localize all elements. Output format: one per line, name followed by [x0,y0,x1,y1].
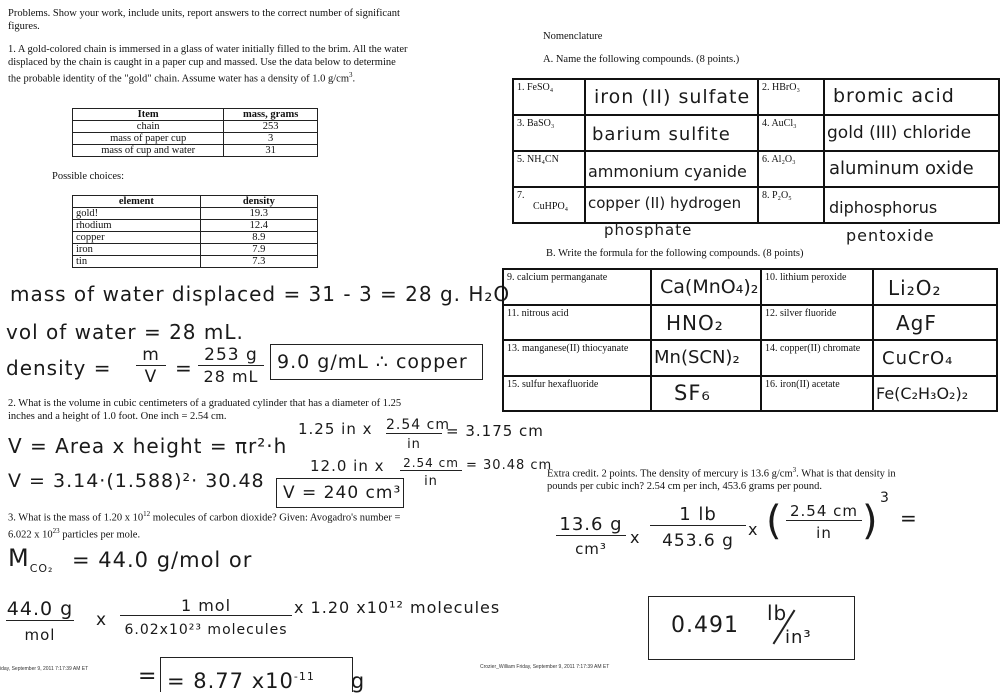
compound-label: 8. P₂O₅ [758,187,824,223]
handwritten-formula: SF₆ [674,381,711,405]
handwritten-fraction-denominator: in [407,437,421,452]
handwritten-unit-denominator: in³ [785,627,812,648]
density-table [72,195,318,268]
compound-name: 10. lithium peroxide [761,269,873,305]
table-cell: rhodium [73,220,201,232]
handwritten-molar-mass: = 44.0 g/mol or [72,548,253,572]
possible-choices-label: Possible choices: [52,171,125,182]
answer-box-q1: 9.0 g/mL ∴ copper [270,344,483,380]
handwritten-answer: copper (II) hydrogen [588,194,742,212]
answer-cell [873,376,997,411]
handwritten-height-conversion: 12.0 in x [310,457,385,475]
handwritten-formula: Ca(MnO₄)₂ [660,276,759,298]
table-cell: iron [73,244,201,256]
compound-label: 2. HBrO₃ [758,79,824,115]
handwritten-answer-continued: phosphate [604,221,693,239]
handwritten-answer-value: 0.491 [671,613,739,638]
handwritten-paren-close: ) [862,498,879,544]
compound-label: 3. BaSO₃ [513,115,585,151]
question-3-text: 3. What is the mass of 1.20 x $10^{12}$ molecules of carbon dioxide? Given: Avogadro's number = 6.022 x $10^{23}$ particles per mole. [8,510,401,541]
handwritten-fraction-numerator: 44.0 g [6,598,74,620]
footer-left: iday, September 9, 2011 7:17:39 AM ET [0,666,89,672]
handwritten-multiply: x [630,528,641,547]
handwritten-answer: aluminum oxide [829,158,974,179]
handwritten-fraction-denominator: mol [24,626,56,644]
compound-name: 15. sulfur hexafluoride [503,376,651,411]
handwritten-fraction-denominator: in [424,474,438,489]
table-cell: 19.3 [200,208,317,220]
section-a-title: A. Name the following compounds. (8 points.) [543,54,740,65]
handwritten-answer-continued: pentoxide [846,226,935,245]
handwritten-equals: = [138,664,158,689]
handwritten-diameter-conversion: 1.25 in x [298,420,373,438]
answer-cell [824,151,999,187]
table-cell: tin [73,256,201,268]
compound-name: 11. nitrous acid [503,305,651,340]
handwritten-answer: gold (III) chloride [827,123,972,143]
table-cell: 3 [224,133,318,145]
compound-name: 13. manganese(II) thiocyanate [503,340,651,376]
answer-box-q2: V = 240 cm³ [276,478,404,508]
table-cell: copper [73,232,201,244]
handwritten-equals: = [175,356,193,380]
density-table-header: element [73,196,201,208]
handwritten-fraction-numerator: 2.54 cm [386,417,450,433]
compound-name: 12. silver fluoride [761,305,873,340]
handwritten-volume-of-water: vol of water = 28 mL. [6,320,244,344]
handwritten-molar-mass-symbol: $M_{CO_2}$ [8,544,54,575]
intro-text: Problems. Show your work, include units, report answers to the correct number of significant figures. [8,8,400,32]
answer-cell [824,79,999,115]
compound-label: 1. FeSO₄ [513,79,585,115]
table-cell: 31 [224,145,318,157]
nomenclature-heading: Nomenclature [543,31,603,42]
handwritten-paren-open: ( [766,498,783,544]
handwritten-exponent: 3 [880,490,890,506]
answer-box-extra-credit [648,596,855,660]
table-cell: mass of cup and water [73,145,224,157]
handwritten-fraction-denominator: V [144,367,158,387]
handwritten-formula: Mn(SCN)₂ [654,347,740,368]
table-cell: 12.4 [200,220,317,232]
handwritten-fraction-numerator: 2.54 cm [400,456,462,471]
handwritten-fraction-denominator: in [816,524,832,542]
table-cell: 253 [224,121,318,133]
handwritten-fraction-numerator: m [136,345,166,366]
handwritten-fraction-denominator: 6.02x10²³ molecules [124,622,288,638]
handwritten-equals: = [900,506,918,530]
table-cell: gold! [73,208,201,220]
table-cell: 8.9 [200,232,317,244]
answer-cell [585,115,758,151]
handwritten-formula: HNO₂ [666,311,724,335]
handwritten-density-label: density = [6,356,112,380]
compound-label: 4. AuCl₃ [758,115,824,151]
handwritten-unit-numerator: lb [767,601,788,625]
answer-cell [651,340,761,376]
handwritten-fraction-numerator: 1 lb [650,504,746,526]
handwritten-fraction-denominator: cm³ [575,540,607,558]
compound-label: 5. NH₄CN [513,151,585,187]
mass-table-header: Item [73,109,224,121]
answer-cell [873,269,997,305]
extra-credit-text: Extra credit. 2 points. The density of mercury is 13.6 $g/cm^3$. What is that density in pounds per cubic inch? 2.54 cm per inch, 453.6 grams per pound. [547,466,896,492]
table-cell: mass of paper cup [73,133,224,145]
handwritten-volume-calc: V = 3.14·(1.588)²· 30.48 [8,470,265,492]
density-table-header: density [200,196,317,208]
compound-label: 6. Al₂O₃ [758,151,824,187]
answer-cell [651,269,761,305]
handwritten-answer: iron (II) sulfate [594,86,751,108]
mass-table [72,108,318,157]
mass-table-header: mass, grams [224,109,318,121]
handwritten-formula: CuCrO₄ [882,348,954,369]
handwritten-answer: diphosphorus [829,198,938,217]
handwritten-formula: AgF [896,311,937,335]
answer-cell [873,305,997,340]
table-cell: 7.3 [200,256,317,268]
handwritten-molecule-count: x 1.20 x10¹² molecules [294,598,501,617]
handwritten-mass-of-water: mass of water displaced = 31 - 3 = 28 g. H₂O [10,282,511,306]
handwritten-multiply: x [96,610,108,630]
handwritten-volume-formula: V = Area x height = πr²·h [8,434,288,458]
handwritten-radius-result: = 3.175 cm [446,422,544,440]
handwritten-fraction-numerator: 2.54 cm [786,502,862,521]
footer-right: Crozier_William Friday, September 9, 2011 7:17:39 AM ET [480,664,610,670]
answer-cell [873,340,997,376]
table-cell: 7.9 [200,244,317,256]
answer-cell [651,305,761,340]
handwritten-fraction-numerator: 13.6 g [556,514,626,536]
formula-grid [502,268,998,412]
handwritten-answer: ammonium cyanide [588,162,747,181]
answer-cell [585,79,758,115]
question-1-text: 1. A gold-colored chain is immersed in a glass of water initially filled to the brim. All the water displaced by the chain is caught in a paper cup and massed. Use the data below to determine the probable identity of the "gold" chain. Assume water has a density of 1.0 $g/cm^3$. [8,44,408,85]
section-b-title: B. Write the formula for the following compounds. (8 points) [546,248,804,259]
compound-name: 9. calcium permanganate [503,269,651,305]
handwritten-formula: Li₂O₂ [888,276,942,300]
answer-cell [651,376,761,411]
handwritten-fraction-numerator: 1 mol [120,596,292,616]
handwritten-answer: bromic acid [833,85,955,107]
handwritten-fraction-denominator: 453.6 g [662,531,734,551]
compound-label: 7. CuHPO₄ [513,187,585,223]
answer-cell [824,115,999,151]
answer-box-q3: = 8.77 $x10^{-11}$ g [160,657,353,692]
question-2-text: 2. What is the volume in cubic centimeters of a graduated cylinder that has a diameter of 1.25 inches and a height of 1.0 foot. One inch = 2.54 cm. [8,398,402,422]
compound-name: 14. copper(II) chromate [761,340,873,376]
answer-cell [585,187,758,223]
answer-cell [585,151,758,187]
answer-cell [824,187,999,223]
handwritten-height-result: = 30.48 cm [466,458,553,473]
handwritten-answer: barium sulfite [592,124,731,145]
handwritten-multiply: x [748,520,759,539]
table-cell: chain [73,121,224,133]
handwritten-fraction-denominator: 28 mL [203,367,259,386]
naming-grid [512,78,1000,224]
handwritten-fraction-numerator: 253 g [198,345,264,366]
compound-name: 16. iron(II) acetate [761,376,873,411]
handwritten-formula: Fe(C₂H₃O₂)₂ [876,384,969,403]
